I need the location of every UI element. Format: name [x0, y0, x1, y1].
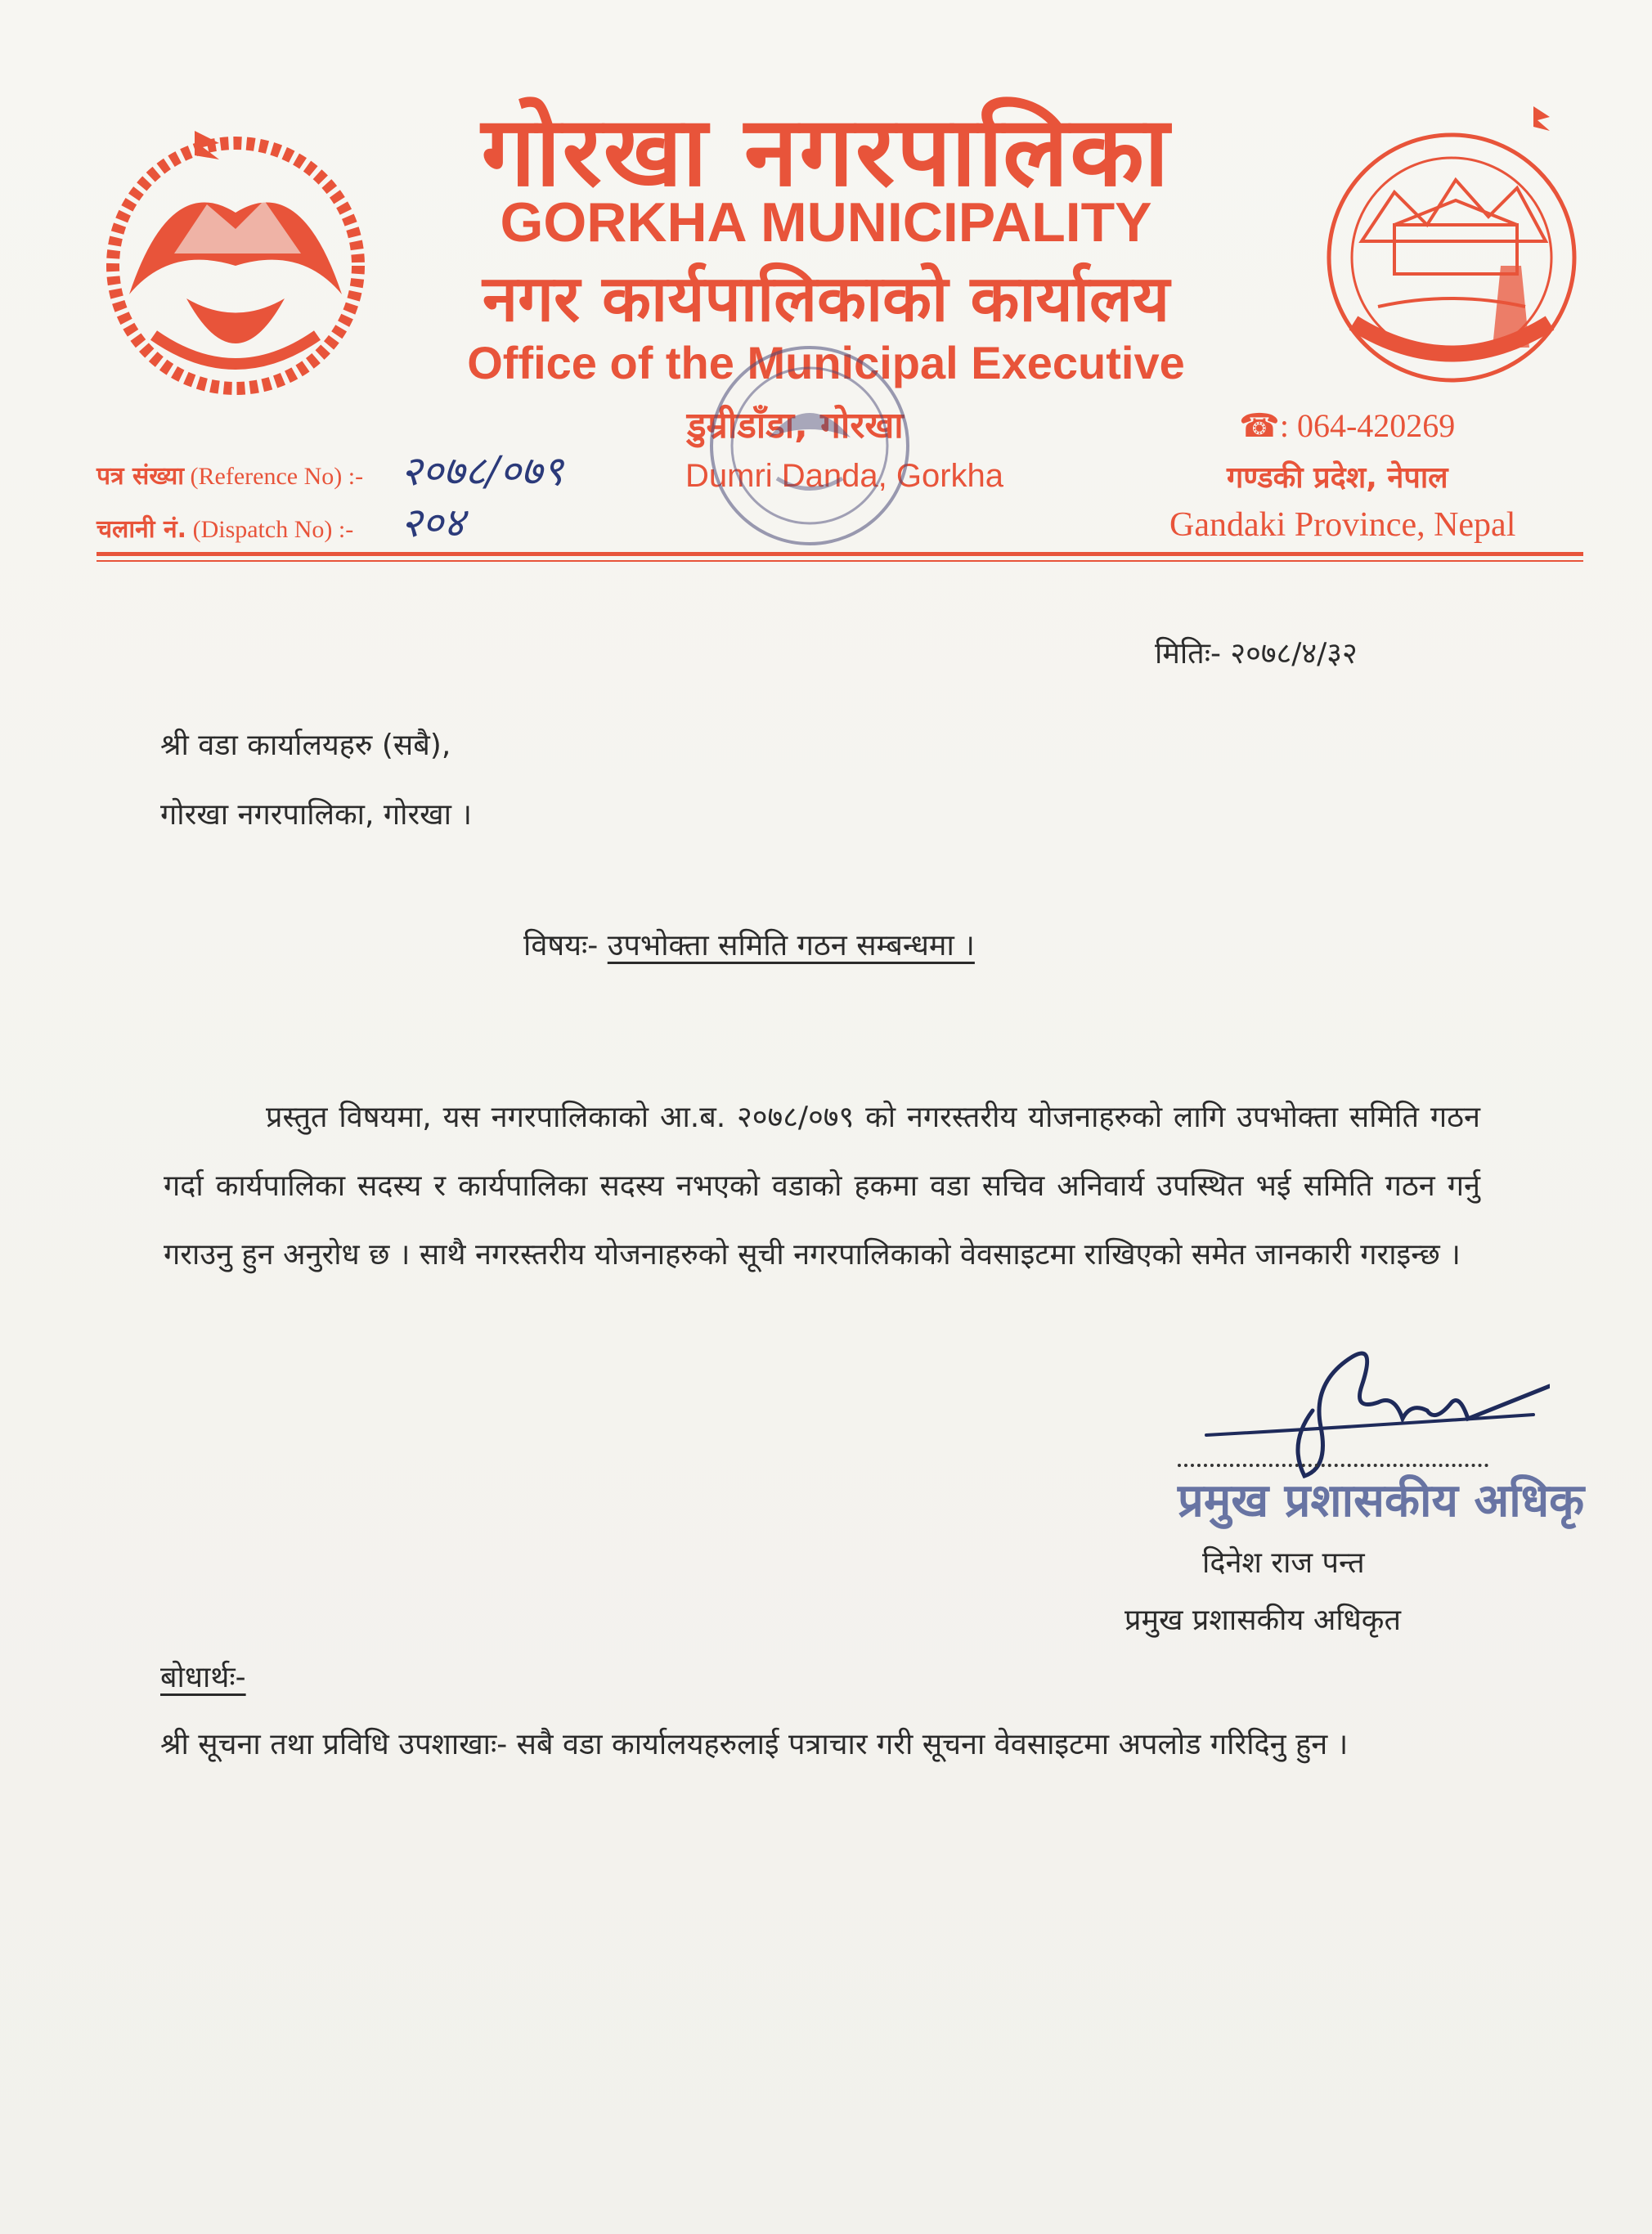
gorkha-municipality-logo-icon — [1304, 102, 1599, 397]
body-paragraph — [164, 1083, 1480, 1290]
designation-stamp: प्रमुख प्रशासकीय अधिकृ — [1178, 1474, 1585, 1527]
recipient-line-1: श्री वडा कार्यालयहरु (सबै), — [160, 729, 451, 762]
office-name-english: Office of the Municipal Executive — [467, 337, 1185, 388]
reference-number-value: २०७८/०७९ — [401, 447, 563, 495]
signatory-title: प्रमुख प्रशासकीय अधिकृत — [1125, 1604, 1401, 1637]
nepal-emblem-icon — [97, 123, 375, 401]
signature-line — [1178, 1464, 1488, 1467]
subject-text: उपभोक्ता समिति गठन सम्बन्धमा । — [607, 929, 975, 962]
subject-label: विषयः- — [523, 929, 599, 962]
dispatch-number-row — [97, 511, 353, 545]
address-english: Dumri Danda, Gorkha — [685, 458, 1004, 494]
province-english: Gandaki Province, Nepal — [1169, 506, 1516, 544]
address-nepali: डुम्रीडाँडा, गोरखा — [687, 405, 904, 446]
recipient-line-2: गोरखा नगरपालिका, गोरखा । — [160, 798, 473, 832]
signatory-name: दिनेश राज पन्त — [1202, 1546, 1365, 1580]
cc-body-text: श्री सूचना तथा प्रविधि उपशाखाः- सबै वडा कार्यालयहरुलाई पत्राचार गरी सूचना वेवसाइटमा अपलोड गरिदिनु हुन । — [160, 1728, 1349, 1761]
cc-heading: बोधार्थः- — [160, 1661, 246, 1694]
dispatch-number-value: २०४ — [401, 499, 465, 546]
reference-label-nepali: पत्र संख्या — [97, 462, 185, 491]
phone-icon: ☎ — [1239, 407, 1280, 444]
reference-label-english: (Reference No) :- — [190, 463, 364, 490]
body-text: प्रस्तुत विषयमा, यस नगरपालिकाको आ.ब. २०७८/०७९ को नगरस्तरीय योजनाहरुको लागि उपभोक्ता समिति गठन गर्दा कार्यपालिका सदस्य र कार्यपालिका सदस्य नभएको वडाको हकमा वडा सचिव अनिवार्य उपस्थित भई समिति गठन गर्नु गराउनु हुन अनुरोध छ । साथै नगरस्तरीय योजनाहरुको सूची नगरपालिकाको वेवसाइटमा राखिएको समेत जानकारी गराइन्छ । — [164, 1101, 1480, 1272]
handwritten-signature-icon — [1190, 1312, 1550, 1484]
letter-date: मितिः- २०७८/४/३२ — [1155, 637, 1358, 671]
office-stamp-icon — [695, 323, 924, 568]
reference-number-row — [97, 458, 363, 491]
municipality-name-nepali: गोरखा नगरपालिका — [481, 95, 1171, 208]
phone-number: ☎: 064-420269 — [1239, 407, 1456, 444]
municipality-name-english: GORKHA MUNICIPALITY — [500, 191, 1152, 253]
province-nepali: गण्डकी प्रदेश, नेपाल — [1227, 461, 1448, 495]
office-name-nepali: नगर कार्यपालिकाको कार्यालय — [482, 262, 1170, 336]
dispatch-label-nepali: चलानी नं. — [97, 515, 187, 544]
subject-line — [523, 924, 975, 964]
dispatch-label-english: (Dispatch No) :- — [192, 516, 354, 543]
